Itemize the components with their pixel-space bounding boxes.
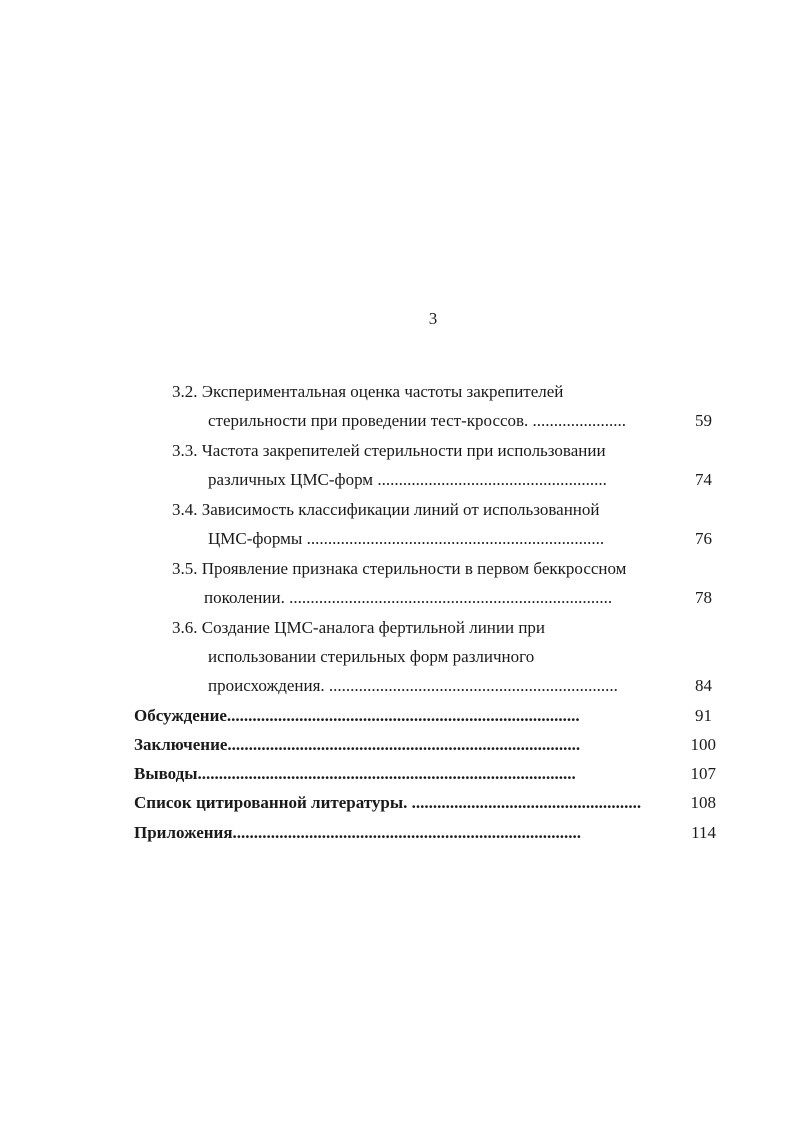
toc-entry-3-6-line-2: использовании стерильных форм различного <box>208 647 535 666</box>
toc-entry-discussion-page: 91 <box>695 706 712 725</box>
toc-entry-conclusion-page: 100 <box>690 735 716 754</box>
toc-entry-discussion: Обсуждение................................................................................... <box>134 706 580 725</box>
toc-entry-appendices-page: 114 <box>691 823 716 842</box>
toc-entry-findings: Выводы......................................................................................... <box>134 764 576 783</box>
toc-entry-3-6-line-3: происхождения. .................................................................... <box>208 676 618 695</box>
toc-entry-3-2-page: 59 <box>695 411 712 430</box>
toc-entry-3-6-line-1: 3.6. Создание ЦМС-аналога фертильной линии при <box>172 618 546 637</box>
toc-entry-3-4-line-1: 3.4. Зависимость классификации линий от использованной <box>172 500 600 519</box>
toc-entry-references-page: 108 <box>690 793 716 812</box>
toc-entry-3-5-line-2: поколении. ............................................................................ <box>204 588 613 607</box>
toc-entry-3-4-page: 76 <box>695 529 712 548</box>
toc-entry-conclusion: Заключение................................................................................... <box>134 735 581 754</box>
toc-entry-3-3-page: 74 <box>695 470 712 489</box>
toc-entry-references: Список цитированной литературы. ...................................................... <box>134 793 642 812</box>
toc-entry-3-4-line-2: ЦМС-формы ...................................................................... <box>208 529 605 548</box>
toc-entry-3-3-line-2: различных ЦМС-форм ...................................................... <box>208 470 607 489</box>
toc-entry-appendices: Приложения.................................................................................. <box>134 823 582 842</box>
toc-entry-3-3-line-1: 3.3. Частота закрепителей стерильности при использовании <box>172 441 606 460</box>
toc-entry-findings-page: 107 <box>690 764 716 783</box>
toc-entry-3-2-line-1: 3.2. Экспериментальная оценка частоты закрепителей <box>172 382 564 401</box>
toc-entry-3-6-page: 84 <box>695 676 712 695</box>
toc-entry-3-5-line-1: 3.5. Проявление признака стерильности в первом беккроссном <box>172 559 627 578</box>
toc-entry-3-5-page: 78 <box>695 588 712 607</box>
toc-entry-3-2-line-2: стерильности при проведении тест-кроссов. ...................... <box>208 411 627 430</box>
page-number: 3 <box>428 309 438 328</box>
